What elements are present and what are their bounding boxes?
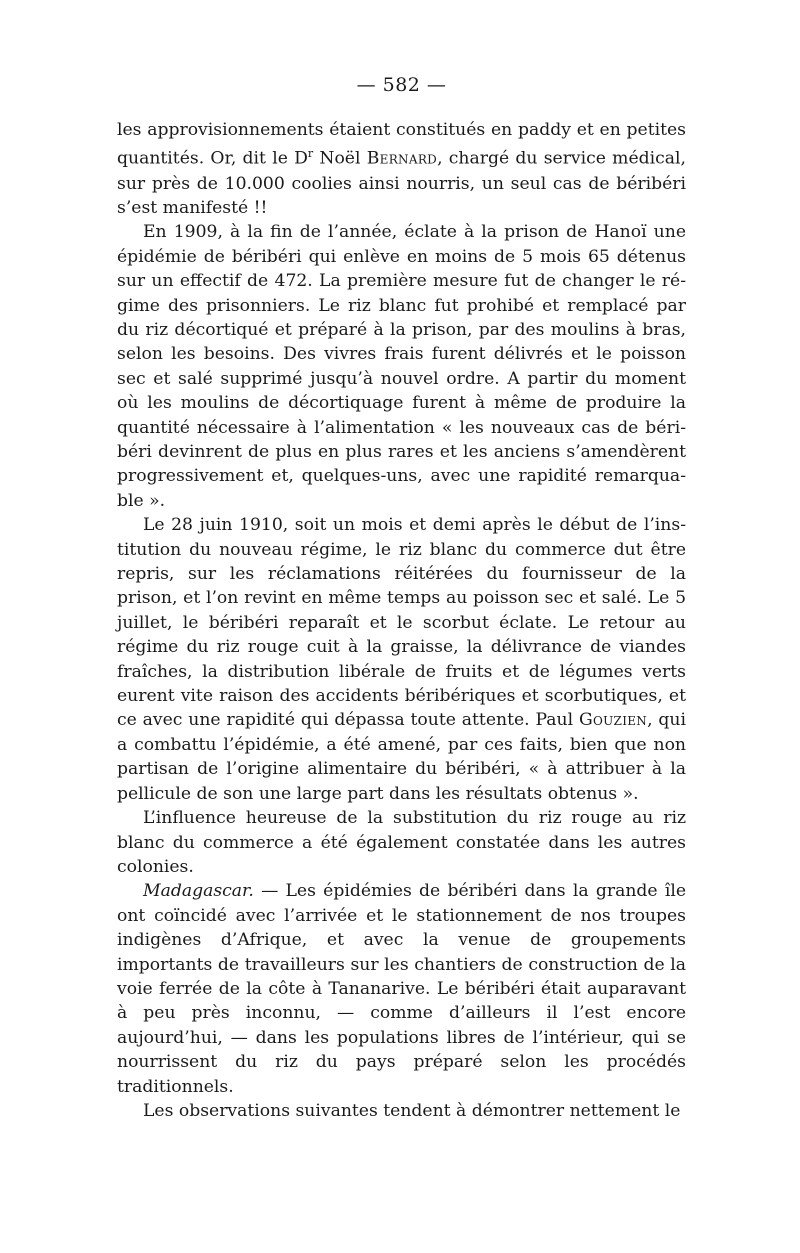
italic-heading: Madagascar. (143, 881, 254, 902)
text-run: , qui a combattu l’épidémie, a été amené, par ces faits, bien que non partisan de l’origine alimentaire du béribéri, « à attribuer à la pellicule de son une large part dans les résultats obtenus ». (117, 710, 686, 804)
text-run: Noël (313, 149, 367, 170)
paragraph (117, 220, 686, 513)
text-run: , chargé du service médical, sur près de 10.000 coolies ainsi nourris, un seul cas de béribéri s’est manifesté !! (117, 149, 686, 218)
text-run: — Les épidémies de béribéri dans la grande île ont coïncidé avec l’arrivée et le stationnement de nos troupes indigènes d’Afrique, et avec la venue de groupements importants de travailleurs sur les chantiers de construction de la voie ferrée de la côte à Tananarive. Le béribéri était auparavant à peu près inconnu, — comme d’ailleurs il l’est encore aujourd’hui, — dans les populations libres de l’intérieur, qui se nourrissent du riz du pays préparé selon les procédés traditionnels. (117, 881, 686, 1097)
text-run: les approvisionnements étaient constitués en paddy et en petites quantités. Or, dit le D (117, 120, 686, 170)
paragraph (117, 879, 686, 1099)
paragraph (117, 118, 686, 220)
text-run: L’influence heureuse de la substitution du riz rouge au riz blanc du commerce a été également constatée dans les autres colonies. (117, 808, 686, 877)
text-run: Le 28 juin 1910, soit un mois et demi après le début de l’institution du nouveau régime, le riz blanc du commerce dut être repris, sur les réclamations réitérées du fournisseur de la prison, et l’on revint en même temps au poisson sec et salé. Le 5 juillet, le béribéri reparaît et le scorbut éclate. Le retour au régime du riz rouge cuit à la graisse, la délivrance de viandes fraîches, la distribution libérale de fruits et de légumes verts eurent vite raison des accidents béribériques et scorbutiques, et ce avec une rapidité qui dépassa toute attente. Paul (117, 515, 686, 731)
superscript-text: r (307, 147, 314, 161)
body-text (117, 118, 686, 1123)
text-run: Les observations suivantes tendent à démontrer nettement le (143, 1100, 681, 1121)
paragraph (117, 1099, 686, 1123)
small-caps-name: Gouzien (578, 710, 648, 731)
paragraph (117, 513, 686, 806)
paragraph (117, 806, 686, 879)
text-run: En 1909, à la fin de l’année, éclate à la prison de Hanoï une épidémie de béribéri qui enlève en moins de 5 mois 65 détenus sur un effectif de 472. La première mesure fut de changer le régime des prisonniers. Le riz blanc fut prohibé et remplacé par du riz décortiqué et préparé à la prison, par des moulins à bras, selon les besoins. Des vivres frais furent délivrés et le poisson sec et salé supprimé jusqu’à nouvel ordre. A partir du moment où les moulins de décortiquage furent à même de produire la quantité nécessaire à l’alimentation « les nouveaux cas de béribéri devinrent de plus en plus rares et les anciens s’amendèrent progressivement et, quelques-uns, avec une rapidité remarquable ». (117, 222, 686, 511)
page-number: — 582 — (356, 74, 447, 96)
book-page (117, 74, 686, 1123)
small-caps-name: Bernard (366, 149, 438, 170)
